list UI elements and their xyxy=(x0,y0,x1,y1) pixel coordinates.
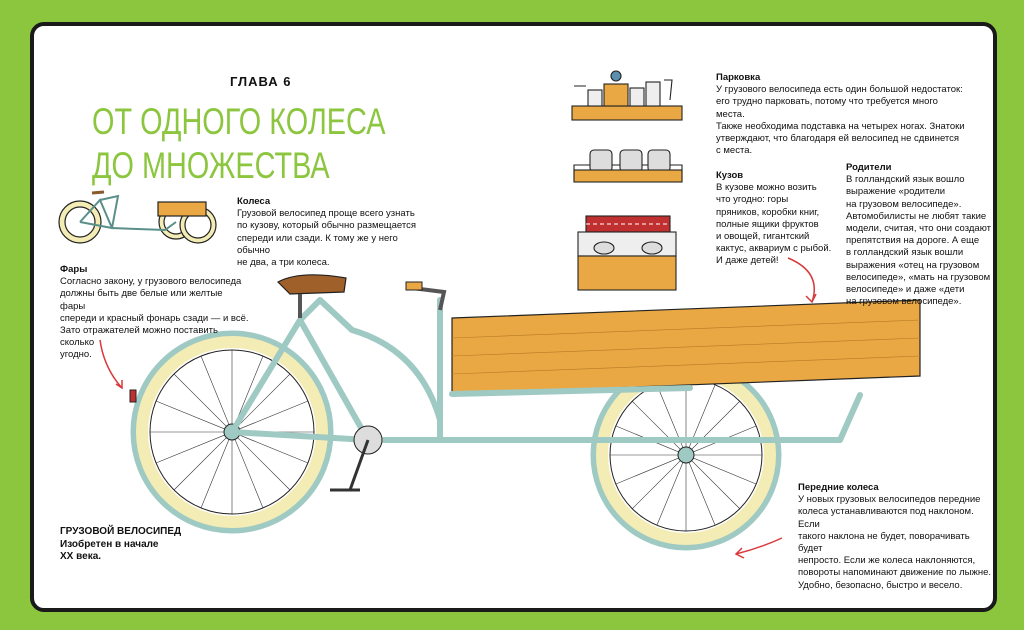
note-body: Согласно закону, у грузового велосипеда должны быть две белые или желтые фары спереди и красный фонарь сзади — и всё. Зато отражателей можно поставить сколько угодно. xyxy=(60,276,249,361)
note-wheels xyxy=(237,196,427,269)
note-heading: Парковка xyxy=(716,72,761,83)
note-body: Грузовой велосипед проще всего узнать по кузову, который обычно размещается спереди или сзади. К тому же у него обычно не два, а три колеса. xyxy=(237,208,416,269)
note-heading: Родители xyxy=(846,162,892,173)
bike-caption xyxy=(60,526,210,564)
page-title xyxy=(92,100,385,188)
small-cargo-bike-illustration xyxy=(59,192,216,243)
note-parents xyxy=(846,162,992,308)
note-body: У новых грузовых велосипедов передние колеса устанавливаются под наклоном. Если такого наклона не будет, поворачивать будет непросто. Если же колеса наклоняются, повороты напоминают движение по лыжне. Удобно, безопасно, быстро и весело. xyxy=(798,494,992,591)
note-cargo-box xyxy=(716,170,834,268)
note-body: В кузове можно возить что угодно: горы пряников, коробки книг, полные ящики фруктов и овощей, гигантский кактус, аквариум с рыбой. И даже детей! xyxy=(716,182,832,267)
milk-cans-illustration xyxy=(574,150,682,182)
note-heading: Передние колеса xyxy=(798,482,879,493)
chapter-label: ГЛАВА 6 xyxy=(230,74,292,89)
note-heading: Фары xyxy=(60,264,88,275)
note-body: В голландский язык вошло выражение «родители на грузовом велосипеде». Автомобилисты не любят такие модели, считая, что они создают препятствия на дороге. А еще в голландский язык вошли выражения «отец на грузовом велосипеде», «мать на грузовом велосипеде» и даже «дети на грузовом велосипеде». xyxy=(846,174,991,308)
parking-stand-illustration xyxy=(572,71,682,120)
title-line-2: ДО МНОЖЕСТВА xyxy=(92,145,330,186)
note-parking xyxy=(716,72,966,157)
note-heading: Колеса xyxy=(237,196,271,207)
note-heading: Кузов xyxy=(716,170,744,181)
note-body: У грузового велосипеда есть один большой недостаток: его трудно парковать, потому что требуется много места. Также необходима подставка на четырех ногах. Знатоки утверждают, что благодаря ей велосипед не сдвинется с места. xyxy=(716,84,965,157)
caption-title: ГРУЗОВОЙ ВЕЛОСИПЕД xyxy=(60,526,182,537)
title-line-1: ОТ ОДНОГО КОЛЕСА xyxy=(92,101,386,142)
caption-line-2: Изобретен в начале xyxy=(60,538,159,550)
note-lights xyxy=(60,264,250,362)
caption-line-3: XX века. xyxy=(60,551,102,562)
note-front-wheels xyxy=(798,482,992,592)
food-cart-illustration xyxy=(578,216,676,290)
